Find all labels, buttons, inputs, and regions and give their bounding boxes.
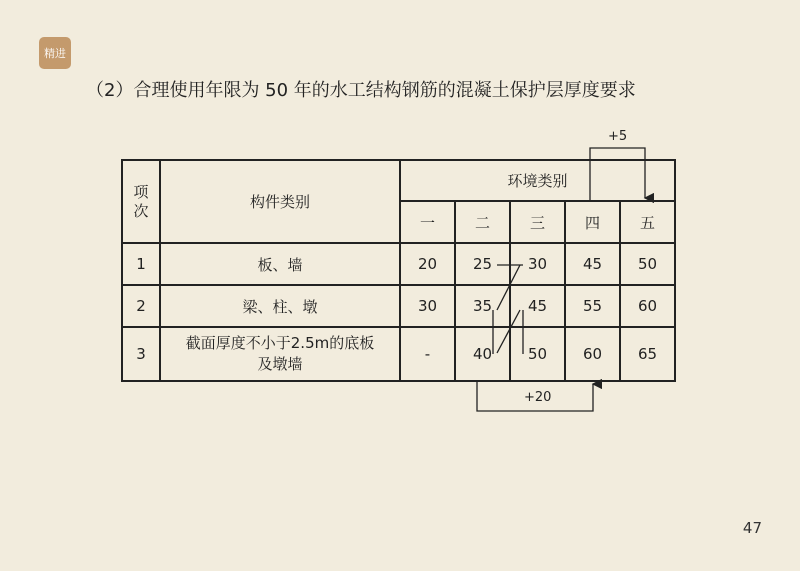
row-category-line1: 截面厚度不小于2.5m的底板 xyxy=(185,334,375,352)
annotation-plus20: +20 xyxy=(524,390,552,405)
table-row xyxy=(122,285,675,327)
cell-value: 20 xyxy=(400,243,455,285)
env-class-4: 四 xyxy=(565,201,620,243)
cell-value: 50 xyxy=(510,327,565,381)
header-item-line1: 项 xyxy=(133,182,149,201)
page-title: （2）合理使用年限为 50 年的水工结构钢筋的混凝土保护层厚度要求 xyxy=(86,80,636,101)
row-category-line2: 及墩墙 xyxy=(257,355,303,373)
row-category xyxy=(160,327,400,381)
cell-value: 55 xyxy=(565,285,620,327)
cell-value: 35 xyxy=(455,285,510,327)
cell-value: 30 xyxy=(510,243,565,285)
header-item xyxy=(122,160,160,243)
table-row xyxy=(122,327,675,381)
cell-value: 65 xyxy=(620,327,675,381)
logo-badge: 精进 xyxy=(39,37,71,69)
env-class-3: 三 xyxy=(510,201,565,243)
cell-value: 25 xyxy=(455,243,510,285)
header-category: 构件类别 xyxy=(160,160,400,243)
row-item: 2 xyxy=(122,285,160,327)
env-class-1: 一 xyxy=(400,201,455,243)
env-class-2: 二 xyxy=(455,201,510,243)
annotation-plus5: +5 xyxy=(608,129,628,144)
page-number: 47 xyxy=(742,519,762,537)
row-item: 1 xyxy=(122,243,160,285)
header-item-line2: 次 xyxy=(133,201,149,220)
cell-value: 45 xyxy=(565,243,620,285)
row-category: 梁、柱、墩 xyxy=(160,285,400,327)
cell-value: 45 xyxy=(510,285,565,327)
cell-value: 60 xyxy=(565,327,620,381)
cell-value: 50 xyxy=(620,243,675,285)
table-row xyxy=(122,243,675,285)
cell-value: 30 xyxy=(400,285,455,327)
header-env: 环境类别 xyxy=(400,160,675,201)
env-class-5: 五 xyxy=(620,201,675,243)
cell-value: 60 xyxy=(620,285,675,327)
cover-thickness-table xyxy=(121,159,676,382)
cell-value: 40 xyxy=(455,327,510,381)
row-category: 板、墙 xyxy=(160,243,400,285)
cell-value: - xyxy=(400,327,455,381)
row-item: 3 xyxy=(122,327,160,381)
